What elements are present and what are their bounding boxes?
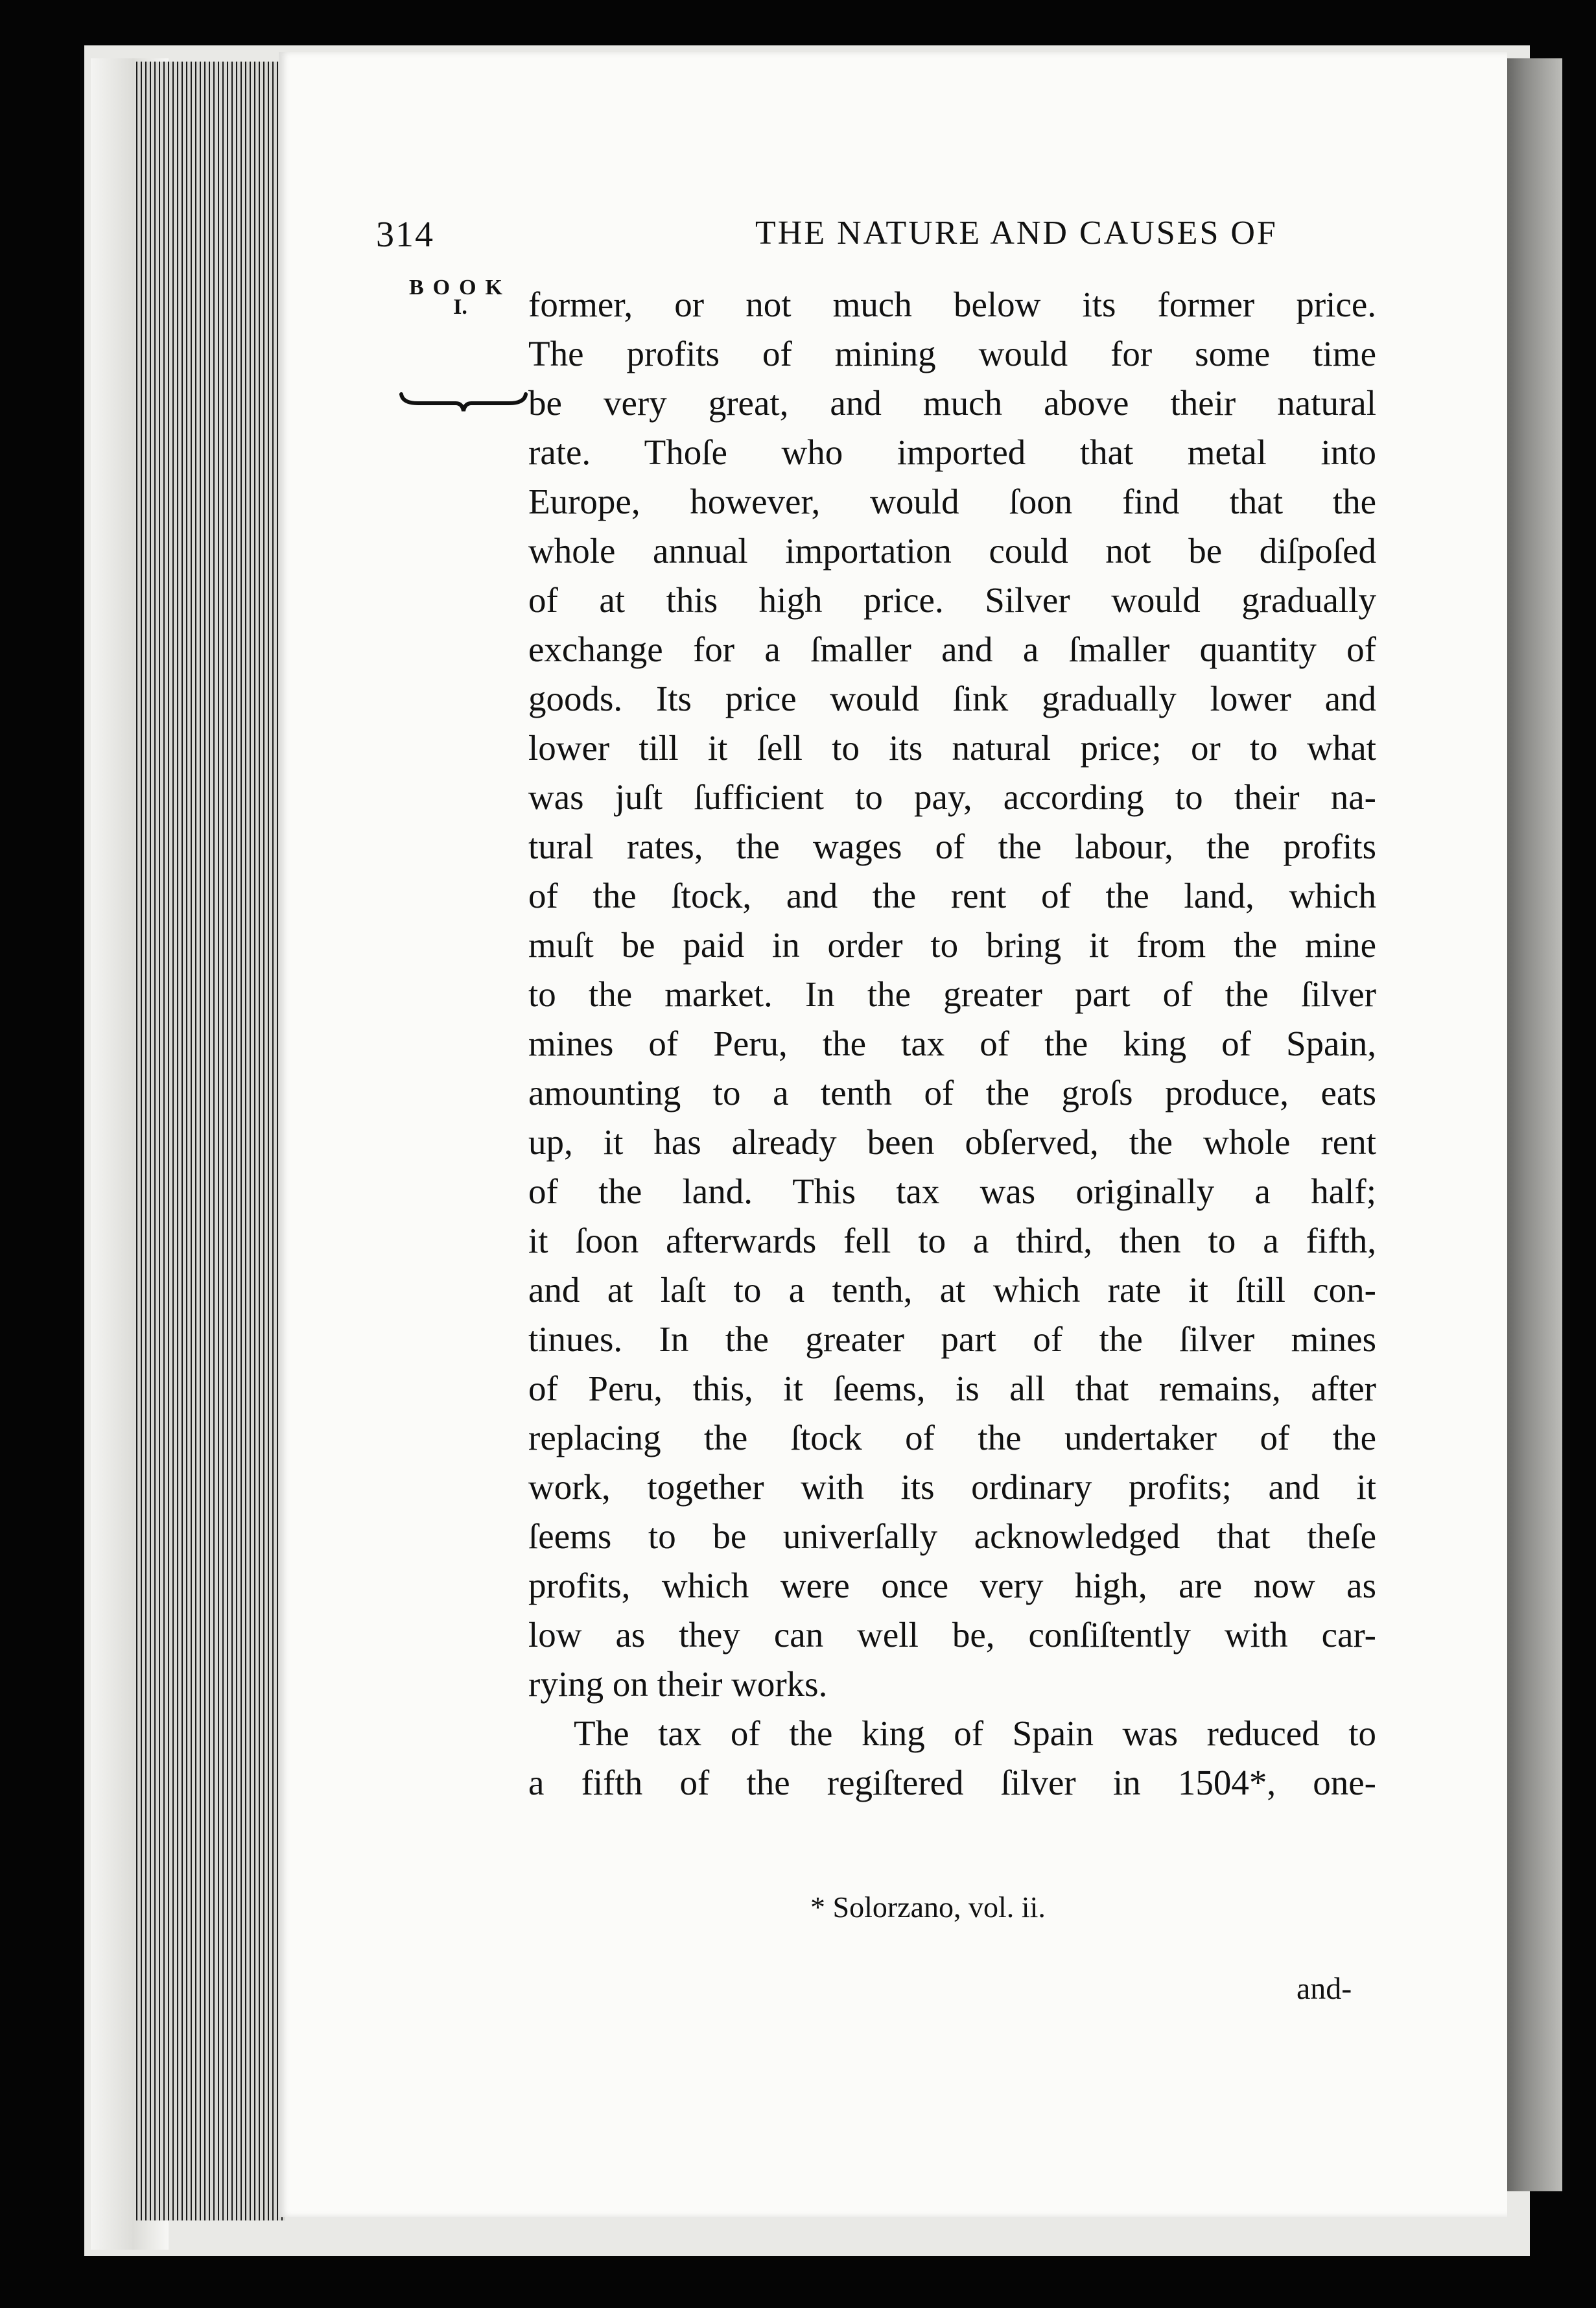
text-line: muſt be paid in order to bring it from the mine — [528, 925, 1376, 965]
text-line: The tax of the king of Spain was reduced to — [574, 1713, 1376, 1753]
running-head — [376, 214, 1413, 259]
text-line: of the land. This tax was originally a half; — [528, 1172, 1376, 1211]
text-line: rate. Thoſe who imported that metal into — [528, 432, 1376, 472]
text-line: rying on their works. — [528, 1664, 828, 1704]
right-page-edge — [1501, 58, 1562, 2191]
running-title: THE NATURE AND CAUSES OF — [755, 215, 1278, 252]
margin-book-number: I. — [453, 295, 467, 319]
catchword: and- — [1297, 1972, 1352, 2006]
text-line: ſeems to be univerſally acknowledged that theſe — [528, 1516, 1376, 1556]
text-line: tural rates, the wages of the labour, the profits — [528, 827, 1376, 866]
text-line: of the ſtock, and the rent of the land, which — [528, 876, 1376, 915]
text-line: and at laſt to a tenth, at which rate it ſtill con- — [528, 1270, 1376, 1310]
text-line: to the market. In the greater part of the ſilver — [528, 974, 1376, 1014]
brace-ornament — [399, 389, 528, 415]
text-line: goods. Its price would ſink gradually lower and — [528, 679, 1376, 718]
text-line: mines of Peru, the tax of the king of Spain, — [528, 1024, 1376, 1063]
text-line: lower till it ſell to its natural price; or to what — [528, 728, 1376, 768]
text-line: up, it has already been obſerved, the whole rent — [528, 1122, 1376, 1162]
body-text — [528, 280, 1376, 1808]
page-stack-edges — [136, 62, 285, 2220]
book-page — [279, 52, 1507, 2217]
text-line: of Peru, this, it ſeems, is all that remains, after — [528, 1369, 1376, 1408]
text-line: of at this high price. Silver would gradually — [528, 580, 1376, 620]
page-number: 314 — [376, 215, 434, 255]
text-line: be very great, and much above their natural — [528, 383, 1376, 423]
text-line: profits, which were once very high, are now as — [528, 1566, 1376, 1605]
text-line: low as they can well be, conſiſtently with car- — [528, 1615, 1376, 1654]
margin-book-note — [395, 276, 525, 320]
footnote: * Solorzano, vol. ii. — [810, 1890, 1046, 1924]
text-line: work, together with its ordinary profits; and it — [528, 1467, 1376, 1507]
text-line: whole annual importation could not be diſpoſed — [528, 531, 1376, 571]
text-line: The profits of mining would for some time — [528, 334, 1376, 373]
text-line: former, or not much below its former price. — [528, 285, 1376, 324]
text-line: tinues. In the greater part of the ſilver mines — [528, 1319, 1376, 1359]
text-line: was juſt ſufficient to pay, according to their na- — [528, 777, 1376, 817]
text-line: it ſoon afterwards fell to a third, then to a fifth, — [528, 1221, 1376, 1260]
text-line: replacing the ſtock of the undertaker of the — [528, 1418, 1376, 1457]
text-line: Europe, however, would ſoon find that the — [528, 482, 1376, 521]
text-line: amounting to a tenth of the groſs produce, eats — [528, 1073, 1376, 1113]
text-line: exchange for a ſmaller and a ſmaller quantity of — [528, 630, 1376, 669]
text-line: a fifth of the regiſtered ſilver in 1504*, one- — [528, 1763, 1376, 1802]
margin-book-label: BOOK — [408, 276, 512, 300]
